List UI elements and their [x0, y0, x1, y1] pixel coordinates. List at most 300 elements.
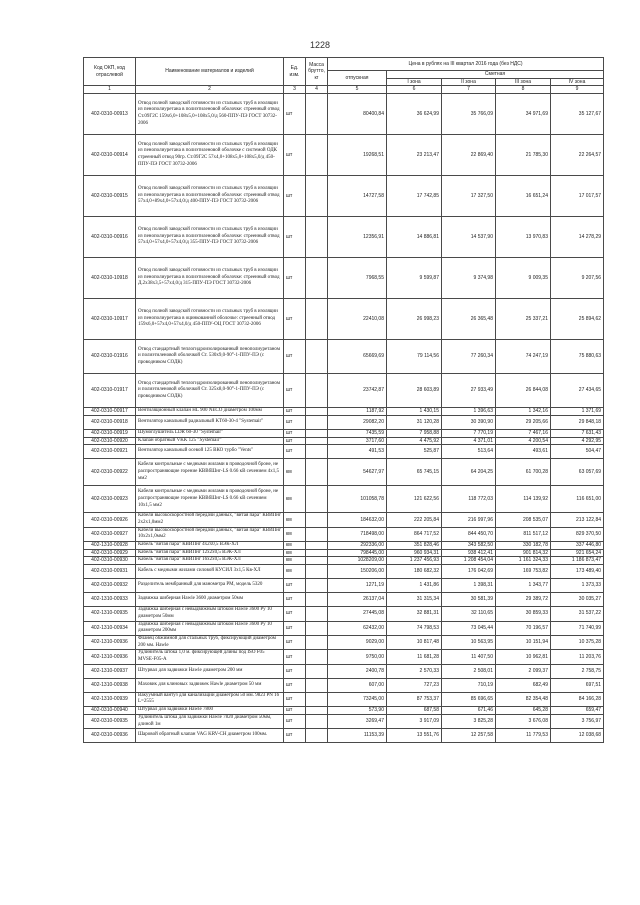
row-price-zone-4: 71 740,99 — [551, 621, 604, 635]
table-row — [84, 621, 604, 635]
row-name: Кабель "витая пара" КВИПнг 4х2х0,5 ВЭК-ХЛ — [136, 542, 284, 550]
row-unit: км — [284, 557, 306, 565]
row-price-zone-4: 63 057,69 — [551, 459, 604, 486]
row-code: 402-1310-00938 — [84, 678, 136, 692]
row-price-zone-1: 525,87 — [387, 445, 442, 459]
row-code: 402-0310-00926 — [84, 513, 136, 527]
header-zone-2: II зона — [442, 78, 496, 86]
row-name: Отвод полной заводской готовности из стальных труб в изоляции из пенополиуретана в полиэтиленовой оболочке с системой ОДК стреенный отвод 90гр. Ст.09Г2С 57х4,0+108х5,0+108х5,0/д 450-ППУ-ПЭ ГОСТ 30732-2006 — [136, 135, 284, 176]
row-price-zone-1: 1 237 456,93 — [387, 557, 442, 565]
row-code: 402-0310-00930 — [84, 557, 136, 565]
row-price-zone-3: 682,49 — [496, 678, 551, 692]
row-mass — [306, 429, 328, 437]
row-mass — [306, 664, 328, 678]
col-number: 6 — [387, 86, 442, 94]
table-row — [84, 542, 604, 550]
row-code: 402-0310-00935 — [84, 714, 136, 728]
table-row — [84, 635, 604, 649]
row-price-zone-2: 343 582,50 — [442, 542, 496, 550]
header-price-title: Цена в рублях на III квартал 2016 года (без НДС) — [328, 58, 604, 71]
table-row — [84, 565, 604, 579]
row-price-otpusknaya: 9029,00 — [328, 635, 387, 649]
row-mass — [306, 459, 328, 486]
row-name: Отвод полной заводской готовности из стальных труб в изоляции из пенополиуретана в полиэтиленовой оболочке: стреенный отвод Д.2х38х3,5+57х4,0/д 315-ППУ-ПЭ ГОСТ 30732-2006 — [136, 258, 284, 299]
row-unit: шт — [284, 437, 306, 445]
row-price-zone-3: 21 785,30 — [496, 135, 551, 176]
row-price-zone-2: 4 371,01 — [442, 437, 496, 445]
row-unit: шт — [284, 408, 306, 416]
row-price-zone-4: 14 278,29 — [551, 217, 604, 258]
price-table — [83, 57, 604, 743]
row-price-zone-4: 921 654,24 — [551, 549, 604, 557]
row-price-zone-3: 4 200,54 — [496, 437, 551, 445]
table-body — [84, 94, 604, 743]
row-price-zone-2: 32 110,65 — [442, 607, 496, 621]
row-price-otpusknaya: 54627,97 — [328, 459, 387, 486]
row-unit: шт — [284, 429, 306, 437]
row-price-otpusknaya: 22410,08 — [328, 299, 387, 340]
row-price-zone-1: 65 745,15 — [387, 459, 442, 486]
row-price-zone-3: 25 337,21 — [496, 299, 551, 340]
row-price-zone-2: 3 825,28 — [442, 714, 496, 728]
row-price-zone-3: 70 196,57 — [496, 621, 551, 635]
row-name: Штурвал для задвижки Hawle 7800 — [136, 707, 284, 715]
row-name: Отвод полной заводской готовности из стальных труб в изоляции из пенополиуретана в полиэтиленовой оболочке: стреенный отвод 57х4,0+89х4,0+57х4,0/д 400-ППУ-ПЭ ГОСТ 30732-2006 — [136, 176, 284, 217]
row-price-zone-1: 26 998,23 — [387, 299, 442, 340]
row-price-zone-3: 30 859,33 — [496, 607, 551, 621]
row-price-zone-4: 829 370,50 — [551, 527, 604, 541]
row-unit: шт — [284, 445, 306, 459]
row-price-zone-2: 27 933,49 — [442, 374, 496, 408]
row-price-otpusknaya: 14727,58 — [328, 176, 387, 217]
row-mass — [306, 527, 328, 541]
row-mass — [306, 621, 328, 635]
row-price-zone-1: 121 622,56 — [387, 486, 442, 513]
row-mass — [306, 135, 328, 176]
row-mass — [306, 340, 328, 374]
row-name: Отвод полной заводской готовности из стальных труб в изоляции из пенополиуретана в полиэтиленовой оболочке: стреенный отвод Ст.09Г2С 159х6,0+108х5,0+108х5,0/д 560-ППУ-ПЭ ГОСТ 30732-2006 — [136, 94, 284, 135]
row-price-zone-3: 493,61 — [496, 445, 551, 459]
row-mass — [306, 542, 328, 550]
row-price-zone-2: 710,19 — [442, 678, 496, 692]
row-mass — [306, 729, 328, 743]
row-unit: шт — [284, 607, 306, 621]
row-mass — [306, 217, 328, 258]
table-row — [84, 459, 604, 486]
table-row — [84, 557, 604, 565]
row-price-zone-3: 1 161 324,33 — [496, 557, 551, 565]
row-price-zone-3: 82 354,48 — [496, 692, 551, 706]
row-price-otpusknaya: 73245,00 — [328, 692, 387, 706]
row-price-zone-2: 85 696,65 — [442, 692, 496, 706]
header-code: Код ОКП, код отраслевой — [84, 58, 136, 86]
row-mass — [306, 707, 328, 715]
row-unit: шт — [284, 340, 306, 374]
header-zone-3: III зона — [496, 78, 551, 86]
row-mass — [306, 486, 328, 513]
row-unit: шт — [284, 714, 306, 728]
table-row — [84, 217, 604, 258]
row-price-zone-4: 7 631,43 — [551, 429, 604, 437]
row-unit: шт — [284, 621, 306, 635]
table-row — [84, 527, 604, 541]
row-code: 402-0310-00923 — [84, 486, 136, 513]
row-code: 402-1310-00936 — [84, 635, 136, 649]
table-row — [84, 714, 604, 728]
row-price-zone-1: 79 114,56 — [387, 340, 442, 374]
row-price-otpusknaya: 27445,08 — [328, 607, 387, 621]
row-mass — [306, 692, 328, 706]
row-mass — [306, 415, 328, 429]
row-price-zone-4: 697,51 — [551, 678, 604, 692]
row-code: 402-0310-00922 — [84, 459, 136, 486]
row-mass — [306, 513, 328, 527]
col-number: 5 — [328, 86, 387, 94]
row-mass — [306, 408, 328, 416]
row-mass — [306, 437, 328, 445]
table-row — [84, 340, 604, 374]
row-price-zone-4: 1 186 873,47 — [551, 557, 604, 565]
row-price-zone-1: 74 798,53 — [387, 621, 442, 635]
col-number: 7 — [442, 86, 496, 94]
row-price-zone-4: 30 035,27 — [551, 593, 604, 607]
row-unit: шт — [284, 176, 306, 217]
row-mass — [306, 593, 328, 607]
row-unit: км — [284, 549, 306, 557]
row-price-otpusknaya: 1271,19 — [328, 579, 387, 593]
row-price-zone-2: 844 450,70 — [442, 527, 496, 541]
row-price-zone-1: 2 570,33 — [387, 664, 442, 678]
row-price-zone-3: 10 962,81 — [496, 650, 551, 664]
row-price-otpusknaya: 798445,00 — [328, 549, 387, 557]
row-name: Кабели контрольные с медными жилами в проводочной броне, не распространяющие горение КВВбШнг-LS 0.66 кВ сечением 4х1,5 мм2 — [136, 459, 284, 486]
row-price-otpusknaya: 26137,04 — [328, 593, 387, 607]
row-mass — [306, 607, 328, 621]
row-mass — [306, 579, 328, 593]
row-price-zone-1: 687,58 — [387, 707, 442, 715]
row-code: 402-0310-00916 — [84, 217, 136, 258]
row-price-zone-3: 13 970,83 — [496, 217, 551, 258]
row-price-zone-3: 9 009,35 — [496, 258, 551, 299]
row-price-zone-2: 12 257,58 — [442, 729, 496, 743]
row-name: Кабель с медными жилами силовой КУСИЛ 3х1,5 Кв-ХЛ — [136, 565, 284, 579]
row-price-zone-1: 31 315,34 — [387, 593, 442, 607]
table-row — [84, 486, 604, 513]
row-price-zone-4: 31 537,22 — [551, 607, 604, 621]
table-row — [84, 729, 604, 743]
row-code: 402-0310-00929 — [84, 549, 136, 557]
table-row — [84, 513, 604, 527]
row-price-zone-4: 84 166,28 — [551, 692, 604, 706]
row-name: Кабели высокоскоростной передачи данных, "витая пара" КВИПнг 10х2х1,0мм2 — [136, 527, 284, 541]
header-name: Наименование материалов и изделий — [136, 58, 284, 86]
header-otpusknaya: отпускная — [328, 71, 387, 86]
row-unit: шт — [284, 217, 306, 258]
row-price-otpusknaya: 3717,60 — [328, 437, 387, 445]
row-price-otpusknaya: 573,90 — [328, 707, 387, 715]
row-price-otpusknaya: 7968,55 — [328, 258, 387, 299]
row-name: Вентиляционный клапан HL 900 NECO диаметром 100мм — [136, 408, 284, 416]
row-unit: км — [284, 565, 306, 579]
row-price-zone-4: 12 038,68 — [551, 729, 604, 743]
table-row — [84, 549, 604, 557]
row-price-otpusknaya: 1028209,00 — [328, 557, 387, 565]
row-price-zone-1: 1 431,86 — [387, 579, 442, 593]
table-row — [84, 429, 604, 437]
row-name: Вентилятор канальный радиальный KT60-30-4 "Systemair" — [136, 415, 284, 429]
row-price-zone-2: 938 412,41 — [442, 549, 496, 557]
row-price-zone-1: 36 624,99 — [387, 94, 442, 135]
row-price-zone-4: 1 373,33 — [551, 579, 604, 593]
table-row — [84, 408, 604, 416]
row-price-zone-1: 222 205,84 — [387, 513, 442, 527]
row-price-zone-3: 1 343,77 — [496, 579, 551, 593]
row-price-zone-4: 173 489,40 — [551, 565, 604, 579]
row-price-zone-2: 17 327,50 — [442, 176, 496, 217]
row-name: Шаровой обратный клапан VAG KRV-СН диаметром 100мм. — [136, 729, 284, 743]
row-unit: шт — [284, 579, 306, 593]
col-number: 1 — [84, 86, 136, 94]
row-name: Удлинитель штока 1,0 м. фиксирующей длины под ISO F05 MVSE-F05-A — [136, 650, 284, 664]
row-price-zone-3: 3 676,08 — [496, 714, 551, 728]
row-name: Вакуумный вантуз для канализации диаметром 50 мм. 9823 PN 16 L=2555 — [136, 692, 284, 706]
page-number: 1228 — [309, 40, 331, 50]
row-unit: шт — [284, 258, 306, 299]
row-code: 402-0310-00918 — [84, 415, 136, 429]
row-price-zone-2: 26 365,48 — [442, 299, 496, 340]
row-price-otpusknaya: 184632,00 — [328, 513, 387, 527]
row-price-zone-1: 11 681,28 — [387, 650, 442, 664]
row-price-otpusknaya: 11153,39 — [328, 729, 387, 743]
row-price-zone-3: 7 467,16 — [496, 429, 551, 437]
row-name: Маховик для клиновых задвижек Hawle диаметром 50 мм — [136, 678, 284, 692]
row-price-zone-1: 31 120,28 — [387, 415, 442, 429]
row-price-zone-3: 29 205,66 — [496, 415, 551, 429]
row-unit: шт — [284, 635, 306, 649]
row-mass — [306, 94, 328, 135]
header-mass: Масса брутто, кг — [306, 58, 328, 86]
row-unit: км — [284, 527, 306, 541]
col-number: 8 — [496, 86, 551, 94]
table-row — [84, 94, 604, 135]
row-code: 402-0310-00921 — [84, 445, 136, 459]
row-name: Кабель "витая пара" КВИПнг 16х2х0,5 ВЭК-ХЛ — [136, 557, 284, 565]
row-unit: шт — [284, 729, 306, 743]
row-code: 402-1310-00933 — [84, 593, 136, 607]
row-price-zone-2: 11 407,50 — [442, 650, 496, 664]
row-price-zone-2: 30 581,39 — [442, 593, 496, 607]
row-mass — [306, 299, 328, 340]
row-price-zone-4: 9 207,56 — [551, 258, 604, 299]
row-price-zone-2: 1 396,63 — [442, 408, 496, 416]
row-code: 402-0310-00915 — [84, 176, 136, 217]
row-unit: км — [284, 542, 306, 550]
row-price-zone-4: 17 017,57 — [551, 176, 604, 217]
row-name: Отвод полной заводской готовности из стальных труб в изоляции из пенополиуретана в полиэтиленовой оболочке: стреенный отвод 57х4,0+57х4,0+57х4,0/д 355-ППУ-ПЭ ГОСТ 30732-2006 — [136, 217, 284, 258]
row-price-zone-3: 10 151,94 — [496, 635, 551, 649]
row-code: 402-1310-00937 — [84, 664, 136, 678]
row-price-zone-3: 2 099,37 — [496, 664, 551, 678]
row-price-zone-4: 659,47 — [551, 707, 604, 715]
table-row — [84, 415, 604, 429]
table-row — [84, 692, 604, 706]
row-price-zone-2: 9 374,98 — [442, 258, 496, 299]
row-mass — [306, 374, 328, 408]
row-price-zone-4: 10 375,28 — [551, 635, 604, 649]
row-unit: км — [284, 486, 306, 513]
table-row — [84, 678, 604, 692]
row-code: 402-1310-00934 — [84, 621, 136, 635]
row-code: 402-0310-00917 — [84, 408, 136, 416]
row-mass — [306, 650, 328, 664]
row-price-zone-4: 116 651,00 — [551, 486, 604, 513]
row-unit: шт — [284, 692, 306, 706]
row-price-zone-3: 645,28 — [496, 707, 551, 715]
row-code: 402-0310-10918 — [84, 258, 136, 299]
row-name: Задвижка шиберная Hawle 3600 диаметром 50мм — [136, 593, 284, 607]
row-price-zone-4: 25 894,62 — [551, 299, 604, 340]
row-price-zone-2: 1 208 454,04 — [442, 557, 496, 565]
row-price-zone-2: 22 869,40 — [442, 135, 496, 176]
row-mass — [306, 714, 328, 728]
row-price-zone-2: 513,64 — [442, 445, 496, 459]
row-unit: шт — [284, 650, 306, 664]
row-code: 402-1310-00936 — [84, 650, 136, 664]
row-price-zone-3: 169 753,82 — [496, 565, 551, 579]
row-name: Разделитель мембранный для манометра PM, модель 5320 — [136, 579, 284, 593]
row-name: Вентилятор канальный осевой 125 ВКО турбо "Vents" — [136, 445, 284, 459]
row-price-otpusknaya: 12356,91 — [328, 217, 387, 258]
row-code: 402-0310-00927 — [84, 527, 136, 541]
row-price-zone-1: 9 599,87 — [387, 258, 442, 299]
row-price-otpusknaya: 19268,51 — [328, 135, 387, 176]
row-price-zone-3: 29 389,72 — [496, 593, 551, 607]
row-price-zone-1: 10 817,48 — [387, 635, 442, 649]
row-price-zone-4: 22 264,57 — [551, 135, 604, 176]
row-price-zone-4: 11 203,76 — [551, 650, 604, 664]
table-row — [84, 593, 604, 607]
row-price-zone-1: 351 828,46 — [387, 542, 442, 550]
row-price-zone-3: 114 139,92 — [496, 486, 551, 513]
table-row — [84, 437, 604, 445]
row-price-otpusknaya: 80400,84 — [328, 94, 387, 135]
row-price-zone-2: 77 260,34 — [442, 340, 496, 374]
row-name: Штурвал для задвижки Hawle диаметром 200 мм — [136, 664, 284, 678]
row-unit: шт — [284, 707, 306, 715]
row-price-zone-4: 504,47 — [551, 445, 604, 459]
row-code: 402-0310-00913 — [84, 94, 136, 135]
table-row — [84, 135, 604, 176]
row-price-zone-4: 35 127,67 — [551, 94, 604, 135]
row-price-zone-1: 180 682,32 — [387, 565, 442, 579]
row-name: Фланец обжимной для стальных труб, фиксирующий диаметром 200 мм. Hawle — [136, 635, 284, 649]
row-price-zone-2: 118 772,03 — [442, 486, 496, 513]
row-unit: шт — [284, 94, 306, 135]
row-price-zone-2: 73 045,44 — [442, 621, 496, 635]
row-price-otpusknaya: 491,53 — [328, 445, 387, 459]
row-price-zone-4: 29 848,18 — [551, 415, 604, 429]
row-name: Отвод полной заводской готовности из стальных труб в изоляции из пенополиуретана в оцинкованной оболочке: стреенный отвод 159х6,0+57х4,0+57х4,0/д 450-ППУ-ОЦ ГОСТ 30732-2006 — [136, 299, 284, 340]
row-price-zone-2: 1 398,31 — [442, 579, 496, 593]
row-code: 402-0310-00936 — [84, 729, 136, 743]
row-price-zone-1: 32 881,31 — [387, 607, 442, 621]
row-price-zone-1: 960 934,31 — [387, 549, 442, 557]
row-code: 402-0310-00920 — [84, 437, 136, 445]
row-price-zone-2: 35 766,09 — [442, 94, 496, 135]
row-unit: шт — [284, 299, 306, 340]
row-name: Удлинитель штока для задвижки Hawle 7820 диаметром 50мм, длиной 1м — [136, 714, 284, 728]
row-price-zone-1: 17 742,85 — [387, 176, 442, 217]
row-price-otpusknaya: 607,00 — [328, 678, 387, 692]
row-price-zone-2: 14 537,90 — [442, 217, 496, 258]
header-zone-4: IV зона — [551, 78, 604, 86]
row-unit: шт — [284, 415, 306, 429]
row-mass — [306, 557, 328, 565]
row-price-zone-3: 34 971,69 — [496, 94, 551, 135]
row-price-zone-2: 671,46 — [442, 707, 496, 715]
row-price-zone-3: 16 651,24 — [496, 176, 551, 217]
row-price-otpusknaya: 1187,92 — [328, 408, 387, 416]
row-price-zone-1: 23 213,47 — [387, 135, 442, 176]
row-price-otpusknaya: 101058,78 — [328, 486, 387, 513]
row-price-otpusknaya: 2400,78 — [328, 664, 387, 678]
table-row — [84, 707, 604, 715]
row-unit: шт — [284, 135, 306, 176]
row-name: Кабели контрольные с медными жилами в проводочной броне, не распространяющие горение КВВбШнг-LS 0.66 кВ сечением 10х1,5 мм2 — [136, 486, 284, 513]
row-price-zone-1: 87 753,37 — [387, 692, 442, 706]
row-price-zone-4: 3 756,97 — [551, 714, 604, 728]
row-price-zone-3: 901 814,32 — [496, 549, 551, 557]
row-name: Отвод стандартный теплогидроизолированный пенополиуретаном и полиэтиленовой оболочкой Ст. 325х8,0-90°-1-ППУ-ПЭ (с проводником СОДК) — [136, 374, 284, 408]
row-price-zone-4: 75 880,63 — [551, 340, 604, 374]
row-price-zone-2: 64 204,25 — [442, 459, 496, 486]
row-price-zone-1: 1 430,15 — [387, 408, 442, 416]
row-price-otpusknaya: 29082,20 — [328, 415, 387, 429]
table-row — [84, 176, 604, 217]
row-price-otpusknaya: 3269,47 — [328, 714, 387, 728]
row-price-otpusknaya: 9750,00 — [328, 650, 387, 664]
row-price-otpusknaya: 292336,00 — [328, 542, 387, 550]
row-code: 402-0310-00931 — [84, 565, 136, 579]
row-price-zone-3: 26 844,08 — [496, 374, 551, 408]
row-price-zone-1: 14 886,81 — [387, 217, 442, 258]
row-mass — [306, 549, 328, 557]
row-price-zone-3: 11 779,53 — [496, 729, 551, 743]
row-price-otpusknaya: 23742,87 — [328, 374, 387, 408]
row-price-otpusknaya: 150206,00 — [328, 565, 387, 579]
row-name: Задвижка шиберная с невыдвижным штоком Hawle 3600 Ру 10 диаметром 50мм — [136, 607, 284, 621]
row-mass — [306, 176, 328, 217]
row-price-zone-1: 28 603,89 — [387, 374, 442, 408]
row-code: 402-0310-00940 — [84, 707, 136, 715]
table-row — [84, 607, 604, 621]
row-price-zone-1: 3 917,09 — [387, 714, 442, 728]
row-price-otpusknaya: 7435,59 — [328, 429, 387, 437]
row-unit: км — [284, 513, 306, 527]
row-code: 402-0310-10917 — [84, 299, 136, 340]
col-number: 3 — [284, 86, 306, 94]
row-price-zone-3: 1 342,16 — [496, 408, 551, 416]
row-unit: шт — [284, 664, 306, 678]
row-mass — [306, 635, 328, 649]
row-price-zone-1: 4 475,92 — [387, 437, 442, 445]
row-code: 402-0310-00919 — [84, 429, 136, 437]
row-name: Кабели высокоскоростной передачи данных, "витая пара" КВИПнг 2х2х1,0мм2 — [136, 513, 284, 527]
row-price-zone-3: 61 700,28 — [496, 459, 551, 486]
row-price-zone-4: 337 446,80 — [551, 542, 604, 550]
row-name: Задвижка шиберная с невыдвижным штоком Hawle 3600 Ру 10 диаметром 200мм — [136, 621, 284, 635]
row-mass — [306, 678, 328, 692]
